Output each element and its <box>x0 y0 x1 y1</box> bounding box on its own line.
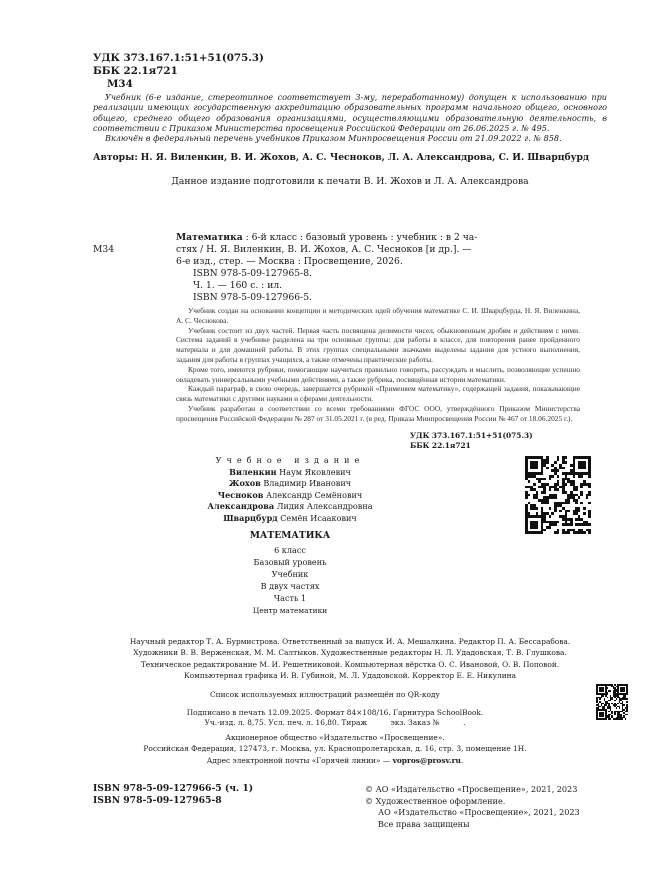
print-line: Подписано в печать 12.09.2025. Формат 84×108/16. Гарнитура SchoolBook. <box>186 708 484 717</box>
qr-module <box>588 531 591 534</box>
catalog-isbn: ISBN 978-5-09-127965-8. <box>193 268 312 279</box>
copyright-line: © Художественное оформление. <box>365 795 506 806</box>
author-name: Семён Исаакович <box>280 512 357 523</box>
book-level: Базовый уровень <box>253 557 327 568</box>
author-surname: Шварцбурд <box>223 512 278 523</box>
author-full-name <box>150 501 430 512</box>
email-end: . <box>460 755 464 765</box>
author-full-name <box>150 490 430 501</box>
federal-list-text: Включён в федеральный перечень учебников Приказом Минпросвещения России от 21.09.2022 г. № 858. <box>105 133 562 144</box>
isbn-block <box>93 783 253 807</box>
author-surname: Чесноков <box>217 489 264 500</box>
isbn-set: ISBN 978-5-09-127965-8 <box>93 795 222 807</box>
annotation-bbk: ББК 22.1я721 <box>410 441 471 450</box>
catalog-title: Математика <box>176 232 243 243</box>
catalog-entry <box>93 232 478 304</box>
publisher: Акционерное общество «Издательство «Просвещение». <box>225 733 445 743</box>
catalog-line: : 6-й класс : базовый уровень : учебник : в 2 ча- <box>242 232 478 243</box>
book-kind: Учебник <box>271 569 309 580</box>
isbn-part: ISBN 978-5-09-127966-5 (ч. 1) <box>93 783 254 794</box>
catalog-line: 6-е изд., стер. — Москва : Просвещение, 2026. <box>176 256 403 267</box>
copyright-line: © АО «Издательство «Просвещение», 2021, 2023 <box>365 784 578 794</box>
author-name: Владимир Иванович <box>263 478 352 489</box>
email-link[interactable]: vopros@prosv.ru <box>392 755 461 765</box>
authors-line <box>93 152 589 163</box>
prepared-by: Данное издание подготовили к печати В. И. Жохов и Л. А. Александрова <box>171 176 529 187</box>
author-full-name <box>150 513 430 524</box>
author-sign: М34 <box>107 78 133 90</box>
author-name: Лидия Александровна <box>276 501 373 512</box>
catalog-isbn: ISBN 978-5-09-127966-5. <box>193 292 312 303</box>
copyright-block <box>365 784 580 830</box>
illustrations-qr-code[interactable] <box>596 684 628 720</box>
approval-notice <box>93 92 607 143</box>
authors-names: Н. Я. Виленкин, В. И. Жохов, А. С. Чесноков, Л. А. Александрова, С. И. Шварцбурд <box>140 152 590 163</box>
qr-code[interactable] <box>525 456 591 534</box>
catalog-pages: Ч. 1. — 160 с. : ил. <box>193 280 283 291</box>
credits-line: Научный редактор Т. А. Бурмистрова. Ответственный за выпуск И. А. Мешалкина. Редактор П. А. Бессарабова. <box>129 637 571 646</box>
annotation-udk: УДК 373.167.1:51+51(075.3) <box>410 431 533 440</box>
email-label: Адрес электронной почты «Горячей линии» — <box>206 755 393 765</box>
bbk-code: ББК 22.1я721 <box>93 65 178 77</box>
catalog-line: стях / Н. Я. Виленкин, В. И. Жохов, А. С. Чесноков [и др.]. — <box>176 244 472 255</box>
author-name: Наум Яковлевич <box>279 467 351 477</box>
print-line: Уч.-изд. л. 8,75. Усл. печ. л. 16,80. Тираж экз. Заказ № . <box>204 718 466 728</box>
annotation-paragraph: Учебник состоит из двух частей. Первая часть посвящена делимости чисел, обыкновенным дробям и действиям с ними. Система заданий в учебнике разделена на три основные группы: для работы в классе, для повторения ранее пройденного материала и для домашней работы. В этих группах специальными значками выделены задания для устного выполнения, задания для работы в группах учащихся, а также отмечены практические работы. <box>176 325 580 364</box>
credits <box>85 636 615 682</box>
publisher-address: Российская Федерация, 127473, г. Москва, ул. Краснопролетарская, д. 16, стр. 3, помещение 1Н. <box>143 743 527 753</box>
annotation-paragraph: Учебник разработан в соответствии со всеми требованиями ФГОС ООО, утверждённого Приказом Министерства просвещения Российской Федерации № 287 от 31.05.2021 г. (в ред. Приказа Минпросвещения России № 467 от 18.06.2025 г.). <box>176 403 580 423</box>
credits-line: Техническое редактирование М. И. Решетниковой. Компьютерная вёрстка О. С. Ивановой, О. В. Поповой. <box>140 659 560 669</box>
authors-label: Авторы: <box>93 152 138 163</box>
copyright-line: Все права защищены <box>378 818 470 829</box>
udk-code: УДК 373.167.1:51+51(075.3) <box>93 52 264 64</box>
editorial-center: Центр математики <box>252 606 328 616</box>
annotation-paragraph: Кроме того, имеются рубрики, помогающие научиться правильно говорить, рассуждать и мыслить, позволяющие успешно овладевать универсальными учебными действиями, а также рубрика, посвящённая истории математики. <box>176 364 580 384</box>
author-full-name <box>150 467 430 478</box>
book-title: МАТЕМАТИКА <box>249 530 331 542</box>
book-part: Часть 1 <box>273 593 307 604</box>
book-parts: В двух частях <box>260 581 320 592</box>
author-surname: Александрова <box>207 501 275 512</box>
author-full-name <box>150 478 430 489</box>
print-info <box>85 708 585 766</box>
author-name: Александр Семёнович <box>266 489 363 500</box>
qr-module <box>626 718 628 720</box>
credits-line: Компьютерная графика И. В. Губиной, М. Л. Удадовской. Корректор Е. Е. Никулина <box>184 671 516 681</box>
annotation <box>176 306 580 424</box>
book-grade: 6 класс <box>274 545 306 556</box>
credits-line: Художники В. В. Верженская, М. М. Салтыков. Художественные редакторы Н. Л. Удадовская, Т. В. Глушкова. <box>133 648 567 658</box>
author-surname: Виленкин <box>229 467 277 477</box>
qr-note: Список используемых иллюстраций размещён по QR-коду <box>210 690 440 699</box>
catalog-code: М34 <box>93 244 115 255</box>
annotation-paragraph: Каждый параграф, в свою очередь, завершается рубрикой «Применяем математику», содержащей задания, показывающие связь математики с другими науками и сферами деятельности. <box>176 384 580 404</box>
edition-block <box>150 455 430 615</box>
copyright-line: АО «Издательство «Просвещение», 2021, 2023 <box>378 807 580 818</box>
edition-type: Учебное издание <box>215 455 365 465</box>
annotation-paragraph: Учебник создан на основании концепции и методических идей обучения математике С. И. Шварцбурда, Н. Я. Виленкина, А. С. Чеснокова. <box>176 306 580 325</box>
author-surname: Жохов <box>228 478 261 489</box>
approval-text: Учебник (6-е издание, стереотипное соответствует 3-му, переработанному) допущен к использованию при реализации имеющих государственную аккредитацию образовательных программ начального общего, основного общего, среднего общего образования организациями, осуществляющими образовательную деятельность, в соответствии с Приказом Министерства просвещения Российской Федерации от 26.06.2025 г. № 495. <box>93 92 607 133</box>
